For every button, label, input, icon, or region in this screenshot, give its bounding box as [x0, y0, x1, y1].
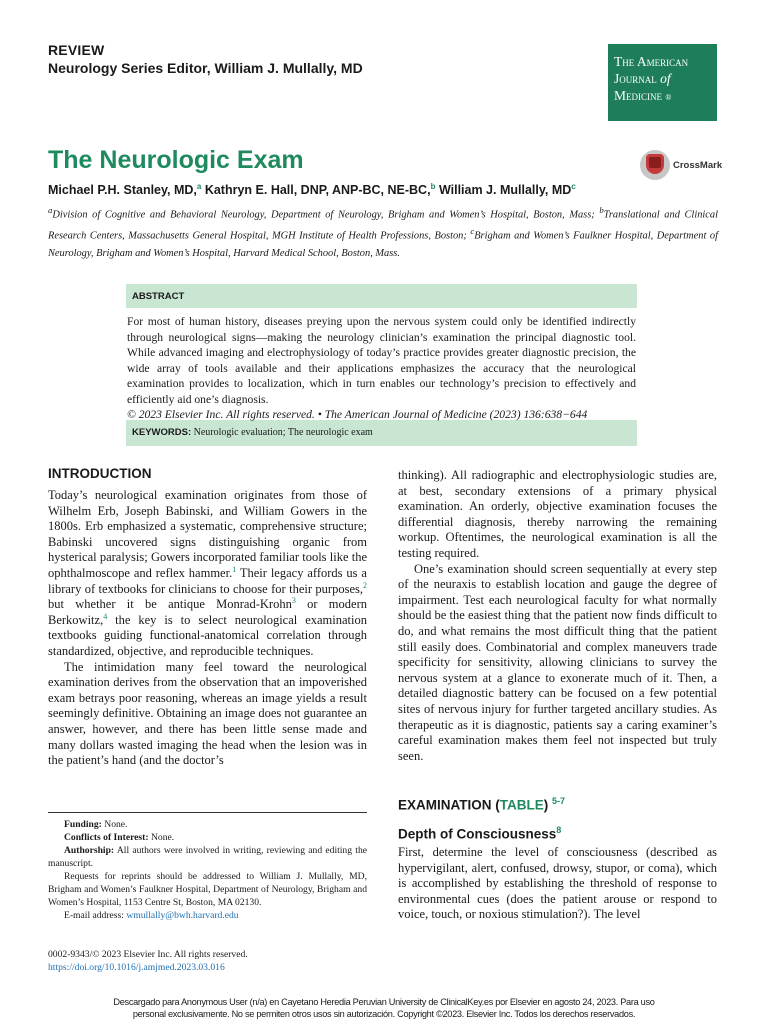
article-title: The Neurologic Exam — [48, 146, 304, 174]
funding-value: None. — [104, 819, 128, 830]
logo-medicine: Medicine — [614, 88, 662, 103]
intro-p1-c: but whether it be antique Monrad-Krohn — [48, 597, 292, 612]
abstract-text: For most of human history, diseases preying upon the nervous system could only be identified indirectly through neurological signs—making the neurology clinician’s examination the principal diagnostic tool. While advanced imaging and electrophysiology of today’s practice provides greater diagnostic precision, the wide array of tools available and their applications emphasizes the accuracy that the neurological examination provides to localization, which in turn enables our technology’s precision to effectively and efficiently aid one’s diagnosis. — [127, 315, 636, 406]
crossmark-icon — [640, 150, 670, 180]
author-1: Michael P.H. Stanley, MD, — [48, 183, 197, 198]
affil-c: Brigham and Women’s Faulkner Hospital, Department of Neurology, Brigham and Women’s Hospital, Harvard Medical School, Boston, Mass. — [48, 230, 718, 259]
intro-paragraph-2-cont: thinking). All radiographic and electrophysiologic studies are, at best, secondary extensions of a primary physical examination. An orderly, objective examination focuses the differential diagnosis, thereby narrowing the remaining workup. Oftentimes, the neurological examination is all the testing required. — [398, 468, 717, 560]
email-link[interactable]: wmullally@bwh.harvard.edu — [126, 910, 239, 921]
abstract-heading: ABSTRACT — [126, 284, 637, 308]
affil-a-sup: a — [48, 205, 53, 215]
intro-p1-b: Their legacy affords us a library of textbooks for clinicians to choose for their purposes, — [48, 565, 367, 596]
logo-journal: Journal — [614, 71, 657, 86]
review-label: REVIEW — [48, 42, 105, 58]
keywords-text: Neurologic evaluation; The neurologic exam — [193, 427, 373, 438]
issn-block — [48, 948, 248, 974]
intro-p1-d: or modern Berkowitz, — [48, 597, 367, 627]
coi-value: None. — [150, 832, 175, 843]
depth-heading-text: Depth of Consciousness — [398, 826, 557, 842]
depth-heading — [398, 825, 561, 842]
right-column — [398, 468, 717, 764]
abstract-box — [126, 284, 637, 446]
crossmark-badge[interactable] — [640, 150, 722, 180]
series-editor: Neurology Series Editor, William J. Mullally, MD — [48, 60, 363, 76]
authorship-value: All authors were involved in writing, reviewing and editing the manuscript. — [48, 845, 368, 869]
depth-ref[interactable]: 8 — [556, 825, 562, 835]
exam-heading-text: EXAMINATION ( — [398, 797, 500, 813]
exam-text — [398, 845, 717, 923]
journal-logo[interactable] — [608, 44, 717, 121]
funding-label: Funding: — [64, 819, 102, 830]
ref-link-4[interactable]: 4 — [103, 611, 108, 621]
author-1-sup[interactable]: a — [196, 182, 202, 191]
intro-heading: INTRODUCTION — [48, 466, 152, 481]
author-2: Kathryn E. Hall, DNP, ANP-BC, NE-BC, — [204, 183, 431, 198]
authorship-note — [48, 844, 367, 870]
author-3: William J. Mullally, MD — [438, 183, 572, 198]
download-line-1: Descargado para Anonymous User (n/a) en Cayetano Heredia Peruvian University de ClinicalKey.es por Elsevier en agosto 24, 2023. Para uso — [113, 997, 655, 1007]
authorship-label: Authorship: — [64, 845, 115, 856]
affil-a: Division of Cognitive and Behavioral Neurology, Department of Neurology, Brigham and Women’s Hospital, Boston, Mass; — [52, 209, 600, 221]
download-line-2: personal exclusivamente. No se permiten otros usos sin autorización. Copyright ©2023. Elsevier Inc. Todos los derechos reservados. — [132, 1009, 636, 1019]
affil-b: Translational and Clinical Research Centers, Massachusetts General Hospital, MGH Institute of Health Professions, Boston; — [48, 209, 718, 242]
funding-note — [48, 818, 367, 831]
intro-p1-a: Today’s neurological examination originates from those of Wilhelm Erb, Joseph Babinski, and William Gowers in the 1800s. Erb emphasized a systematic, comprehensive structure; Babinski uncovered signs distinguishing organic from hysterical paralysis; Gowers incorporated familiar tools like the ophthalmoscope and reflex hammer. — [48, 488, 367, 580]
logo-registered: ® — [665, 93, 672, 102]
affil-c-sup: c — [470, 226, 475, 237]
ref-link-3[interactable]: 3 — [291, 596, 296, 605]
footnotes — [48, 818, 367, 922]
table-link[interactable]: TABLE — [499, 797, 544, 813]
keywords-label: KEYWORDS: — [132, 427, 192, 438]
intro-paragraph-2: The intimidation many feel toward the neurological examination derives from the observation that an impoverished exam betrays poor reasoning, whereas an image yields a result seemingly definitive. Obtaining an image does not guarantee an answer, however, and there has been little sense made and many dollars wasted imaging the head when the lesion was in the patient’s hand (and the doctor’s — [48, 659, 368, 768]
coi-label: Conflicts of Interest: — [64, 832, 149, 843]
doi-link[interactable]: https://doi.org/10.1016/j.amjmed.2023.03.016 — [48, 962, 225, 973]
reprints-note: Requests for reprints should be addressed to William J. Mullally, MD, Brigham and Women’s Faulkner Hospital, Department of Neurology, Brigham and Women’s Hospital, 1153 Centre St, Boston, MA 02130. — [48, 871, 367, 908]
affiliations — [48, 202, 718, 262]
author-list — [48, 182, 576, 197]
author-2-sup[interactable]: b — [430, 182, 436, 191]
exam-paragraph: First, determine the level of consciousness (described as hypervigilant, alert, confused, drowsy, stupor, or coma), which is accomplished by establishing the threshold of response to environmental cues (does the patient arouse or respond to voice, touch, or noxious stimulation?). The level — [398, 845, 717, 922]
ref-link-2[interactable]: 2 — [363, 580, 367, 590]
ref-link-1[interactable]: 1 — [232, 564, 237, 574]
abstract-copyright: © 2023 Elsevier Inc. All rights reserved. • The American Journal of Medicine (2023) 136:638−644 — [127, 408, 588, 421]
intro-paragraph-1 — [48, 488, 367, 660]
abstract-body — [126, 308, 637, 420]
logo-line-1: The American — [614, 54, 689, 69]
coi-note — [48, 831, 367, 844]
footnote-divider — [48, 812, 367, 813]
exam-heading — [398, 796, 565, 813]
left-column — [48, 488, 367, 769]
issn-line: 0002-9343/© 2023 Elsevier Inc. All rights reserved. — [48, 949, 248, 960]
intro-paragraph-3: One’s examination should screen sequentially at every step of the neuraxis to establish location and gauge the degree of impairment. Test each neurological faculty for what normally should be the easiest thing that the patient now finds difficult to do, and what remains the most difficult thing that the patient still easily does. Combinatorial and complex maneuvers trade specificity for sensitivity, allowing clinicians to survey the nervous system at a glance to exonerate much of it. Then, a detailed diagnostic battery can be focused on a few potential sites of nervous injury for further targeted ancillary studies. As therapeutic as it is diagnostic, patients say a caring examiner’s careful examination makes them feel not inspected but truly seen. — [398, 561, 717, 763]
exam-refs[interactable]: 5-7 — [552, 796, 566, 806]
download-notice — [0, 996, 768, 1020]
keywords-bar — [126, 420, 637, 446]
intro-p1-e: the key is to select neurological examination textbooks guiding functional-anatomical correlation through standardized, objective, and reproducible techniques. — [48, 612, 367, 658]
crossmark-label: CrossMark — [673, 159, 723, 171]
author-3-sup[interactable]: c — [571, 182, 576, 191]
email-label: E-mail address: — [64, 910, 124, 921]
email-note — [48, 909, 367, 922]
affil-b-sup: b — [599, 205, 604, 215]
exam-heading-close: ) — [543, 797, 549, 813]
logo-of: of — [660, 71, 671, 86]
